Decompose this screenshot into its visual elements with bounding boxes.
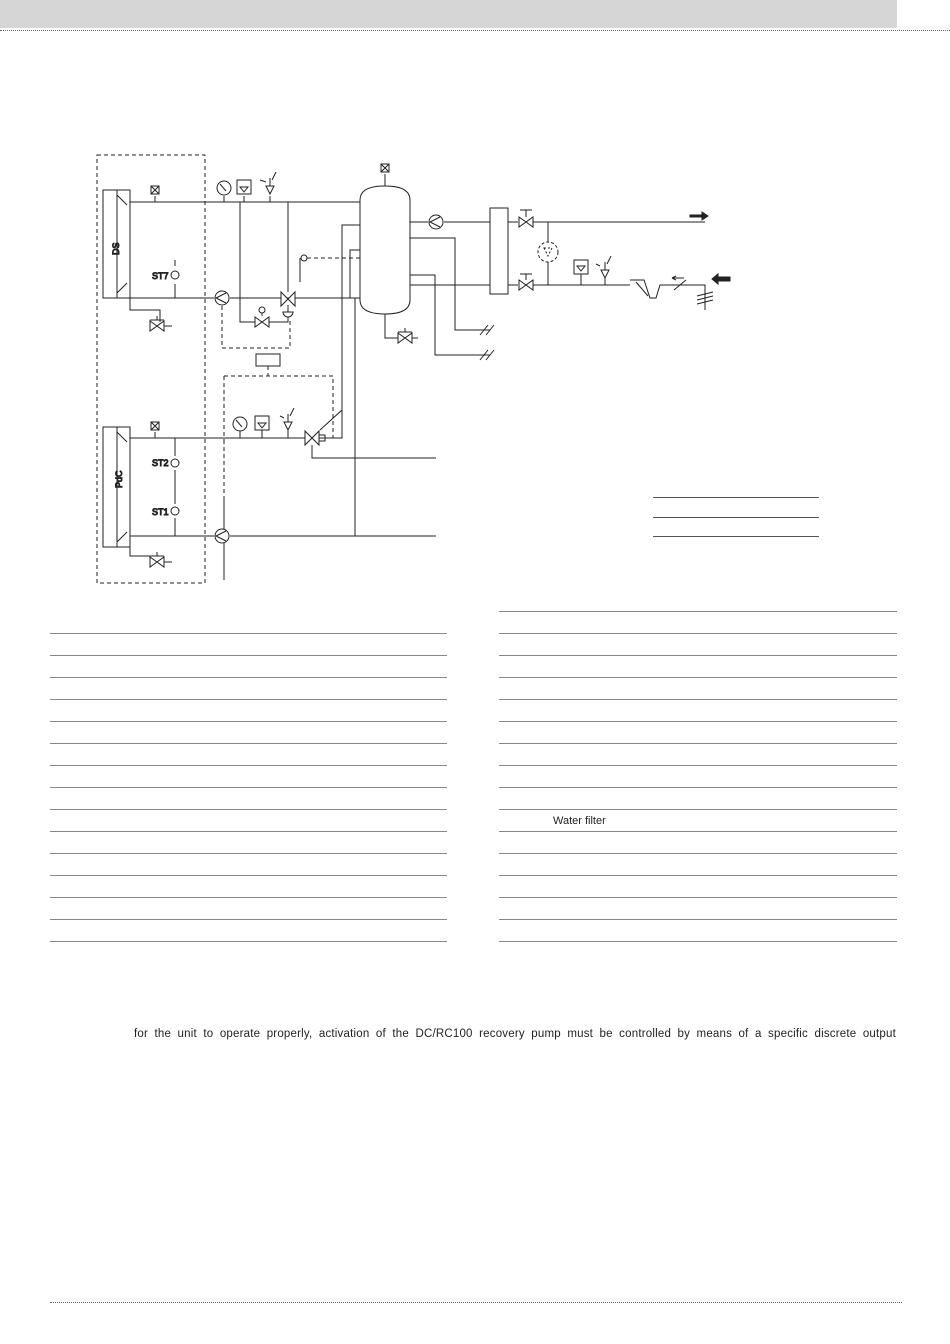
inlet-safety-valve-icon — [596, 256, 611, 278]
circulation-pump-icon — [429, 215, 443, 229]
inlet-valve-icon — [519, 280, 533, 290]
legend-row — [50, 700, 447, 722]
pdc-safety-valve-icon — [280, 408, 294, 430]
air-vent-icon — [151, 186, 159, 194]
legend-row — [499, 656, 897, 678]
st7-label: ST7 — [152, 271, 169, 281]
legend-row — [50, 612, 447, 634]
bypass-valve-icon — [255, 317, 269, 327]
safety-valve-icon — [260, 172, 276, 194]
ds-label: DS — [111, 242, 121, 255]
legend-row — [50, 722, 447, 744]
legend-row — [50, 634, 447, 656]
outlet-arrow-icon — [690, 212, 708, 220]
legend-right — [499, 590, 897, 942]
tank-air-vent-icon — [381, 164, 389, 172]
legend-row — [499, 832, 897, 854]
legend-row — [50, 678, 447, 700]
recovery-pump-icon — [215, 291, 229, 305]
drain-valve-icon — [150, 321, 164, 331]
pdc-pump-icon — [215, 529, 229, 543]
legend-row — [499, 678, 897, 700]
pdc-three-way-valve-icon — [305, 431, 319, 445]
legend-row — [50, 920, 447, 942]
legend-left — [50, 612, 447, 942]
three-way-valve-icon — [281, 292, 295, 306]
st7-sensor-icon — [171, 271, 179, 279]
inlet-arrow-icon — [712, 274, 730, 284]
legend-row — [50, 854, 447, 876]
legend-row — [499, 766, 897, 788]
controller-box — [256, 354, 280, 366]
pdc-air-vent-icon — [151, 422, 159, 430]
legend-row — [499, 920, 897, 942]
legend-row — [499, 700, 897, 722]
inlet-expansion-tank-icon — [574, 260, 588, 274]
legend-row — [499, 854, 897, 876]
pdc-label: PdC — [114, 470, 124, 488]
ds-exchanger — [103, 190, 130, 298]
pdc-exchanger — [103, 427, 130, 547]
legend-row — [499, 722, 897, 744]
legend-row — [499, 612, 897, 634]
legend-row — [50, 832, 447, 854]
st1-sensor-icon — [171, 507, 179, 515]
operation-note: for the unit to operate properly, activation of the DC/RC100 recovery pump must be controlled by means of a specific discrete output — [134, 1028, 896, 1040]
legend-row — [50, 656, 447, 678]
st2-label: ST2 — [152, 458, 169, 468]
plate-heat-exchanger — [490, 208, 508, 294]
optional-pump-icon — [538, 242, 558, 262]
st1-label: ST1 — [152, 507, 169, 517]
legend-row-water-filter: Water filter — [499, 810, 897, 832]
legend-row — [50, 788, 447, 810]
pdc-drain-valve-icon — [150, 557, 164, 567]
footer-divider — [50, 1302, 902, 1303]
st2-sensor-icon — [171, 459, 179, 467]
storage-tank — [360, 164, 418, 343]
line-key — [653, 497, 819, 537]
legend-row — [499, 876, 897, 898]
legend-row — [50, 876, 447, 898]
legend-row — [50, 766, 447, 788]
legend-row — [50, 810, 447, 832]
legend-row — [50, 744, 447, 766]
legend-row — [499, 788, 897, 810]
outlet-valve-icon — [519, 217, 533, 227]
legend-row — [499, 744, 897, 766]
legend-row — [50, 898, 447, 920]
legend-row — [499, 634, 897, 656]
legend-row — [499, 590, 897, 612]
tank-drain-valve-icon — [398, 333, 412, 343]
legend-row — [499, 898, 897, 920]
